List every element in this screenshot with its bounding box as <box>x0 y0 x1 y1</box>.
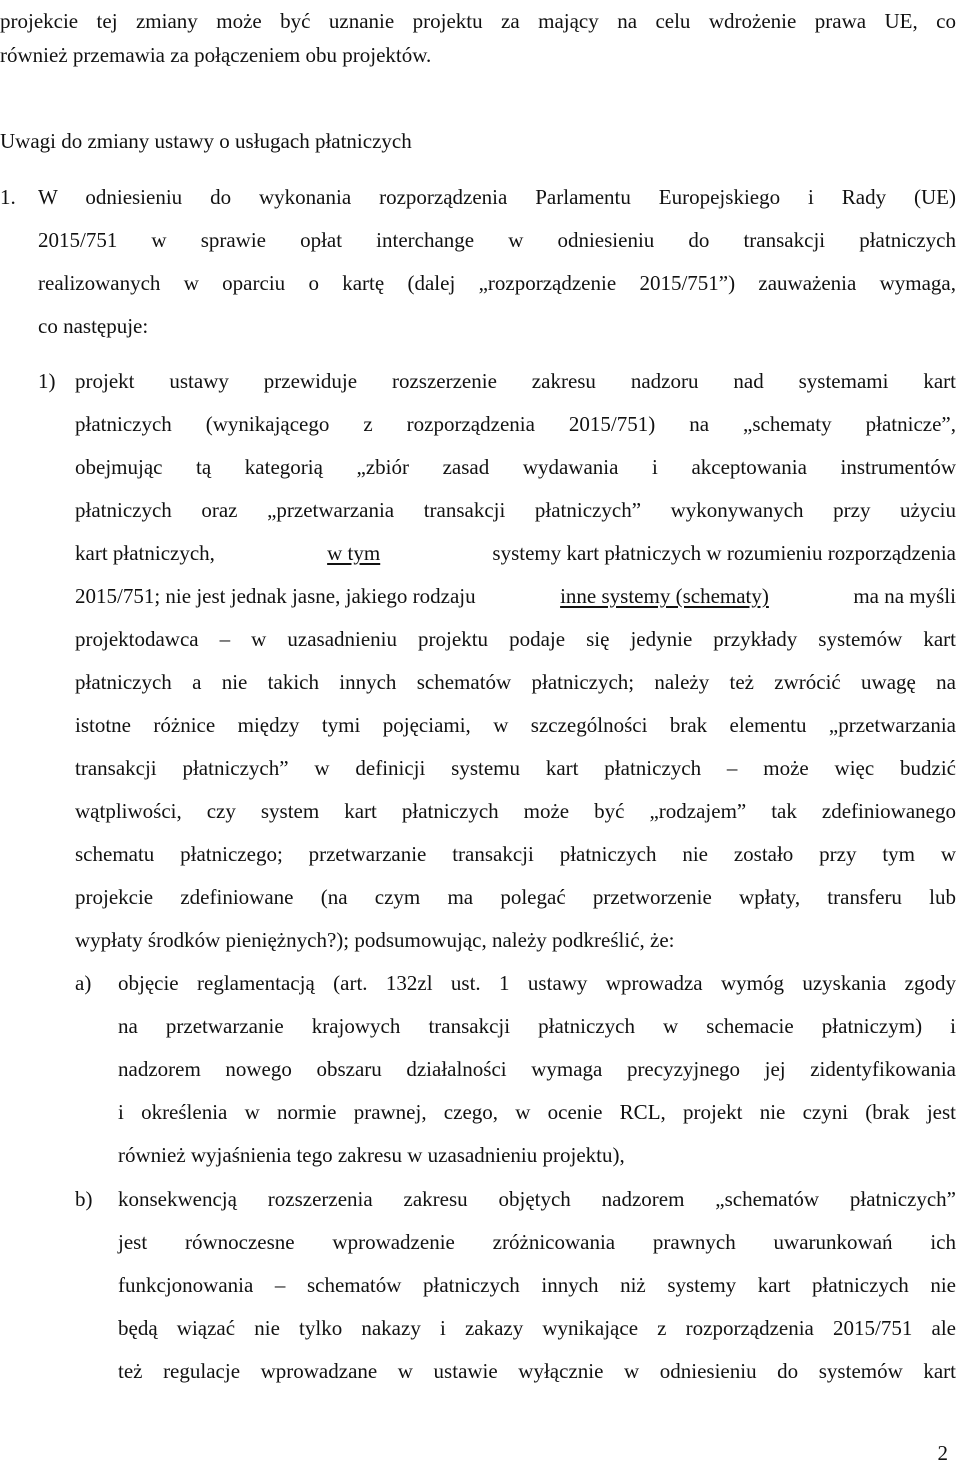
sub-item-1-line: schematu płatniczego; przetwarzanie transakcji płatniczych nie zostało przy tym w <box>75 842 956 866</box>
sub-item-a-marker: a) <box>75 971 92 995</box>
underlined-phrase: w tym <box>327 541 381 565</box>
sub-item-1-line: wypłaty środków pieniężnych?); podsumowując, należy podkreślić, że: <box>75 928 675 952</box>
text-segment: systemy kart płatniczych w rozumieniu rozporządzenia <box>492 541 956 565</box>
sub-item-a-line: również wyjaśnienia tego zakresu w uzasadnieniu projektu), <box>118 1143 625 1167</box>
sub-item-1-line: projektodawca – w uzasadnieniu projektu podaje się jedynie przykłady systemów kart <box>75 627 956 651</box>
section-heading: Uwagi do zmiany ustawy o usługach płatniczych <box>0 129 412 153</box>
text-segment: 2015/751; nie jest jednak jasne, jakiego rodzaju <box>75 584 476 608</box>
sub-item-b-line: jest równoczesne wprowadzenie zróżnicowania prawnych uwarunkowań ich <box>118 1230 956 1254</box>
item-1-line: co następuje: <box>38 314 149 338</box>
intro-line: również przemawia za połączeniem obu projektów. <box>0 43 432 67</box>
sub-item-1-line: wątpliwości, czy system kart płatniczych może być „rodzajem” tak zdefiniowanego <box>75 799 956 823</box>
sub-item-1-line <box>75 540 956 566</box>
sub-item-1-line: projekcie zdefiniowane (na czym ma polegać przetworzenie wpłaty, transferu lub <box>75 885 956 909</box>
sub-item-1-line: płatniczych (wynikającego z rozporządzenia 2015/751) na „schematy płatnicze”, <box>75 412 956 436</box>
item-1-line: realizowanych w oparciu o kartę (dalej „rozporządzenie 2015/751”) zauważenia wymaga, <box>38 271 956 295</box>
sub-item-b-line: funkcjonowania – schematów płatniczych innych niż systemy kart płatniczych nie <box>118 1273 956 1297</box>
item-1-marker: 1. <box>0 185 16 209</box>
sub-item-1-marker: 1) <box>38 369 56 393</box>
sub-item-a-line: i określenia w normie prawnej, czego, w ocenie RCL, projekt nie czyni (brak jest <box>118 1100 956 1124</box>
sub-item-a-line: objęcie reglamentacją (art. 132zl ust. 1 ustawy wprowadza wymóg uzyskania zgody <box>118 971 956 995</box>
sub-item-b-line: też regulacje wprowadzane w ustawie wyłącznie w odniesieniu do systemów kart <box>118 1359 956 1383</box>
sub-item-1-line: płatniczych oraz „przetwarzania transakcji płatniczych” wykonywanych przy użyciu <box>75 498 956 522</box>
sub-item-1-line: istotne różnice między tymi pojęciami, w szczególności brak elementu „przetwarzania <box>75 713 956 737</box>
sub-item-b-line: konsekwencją rozszerzenia zakresu objętych nadzorem „schematów płatniczych” <box>118 1187 956 1211</box>
sub-item-1-line: transakcji płatniczych” w definicji systemu kart płatniczych – może więc budzić <box>75 756 956 780</box>
item-1-line: W odniesieniu do wykonania rozporządzenia Parlamentu Europejskiego i Rady (UE) <box>38 185 956 209</box>
underlined-phrase: inne systemy (schematy) <box>560 584 769 608</box>
intro-line: projekcie tej zmiany może być uznanie projektu za mający na celu wdrożenie prawa UE, co <box>0 9 956 33</box>
sub-item-1-line <box>75 583 956 609</box>
sub-item-b-marker: b) <box>75 1187 93 1211</box>
text-segment: kart płatniczych, <box>75 541 215 565</box>
sub-item-a-line: nadzorem nowego obszaru działalności wymaga precyzyjnego jej zidentyfikowania <box>118 1057 956 1081</box>
page-number: 2 <box>937 1441 948 1465</box>
sub-item-1-line: płatniczych a nie takich innych schematów płatniczych; należy też zwrócić uwagę na <box>75 670 956 694</box>
sub-item-1-line: projekt ustawy przewiduje rozszerzenie zakresu nadzoru nad systemami kart <box>75 369 956 393</box>
text-segment: ma na myśli <box>853 584 956 608</box>
sub-item-a-line: na przetwarzanie krajowych transakcji płatniczych w schemacie płatniczym) i <box>118 1014 956 1038</box>
item-1-line: 2015/751 w sprawie opłat interchange w odniesieniu do transakcji płatniczych <box>38 228 956 252</box>
sub-item-1-line: obejmując tą kategorią „zbiór zasad wydawania i akceptowania instrumentów <box>75 455 956 479</box>
sub-item-b-line: będą wiązać nie tylko nakazy i zakazy wynikające z rozporządzenia 2015/751 ale <box>118 1316 956 1340</box>
